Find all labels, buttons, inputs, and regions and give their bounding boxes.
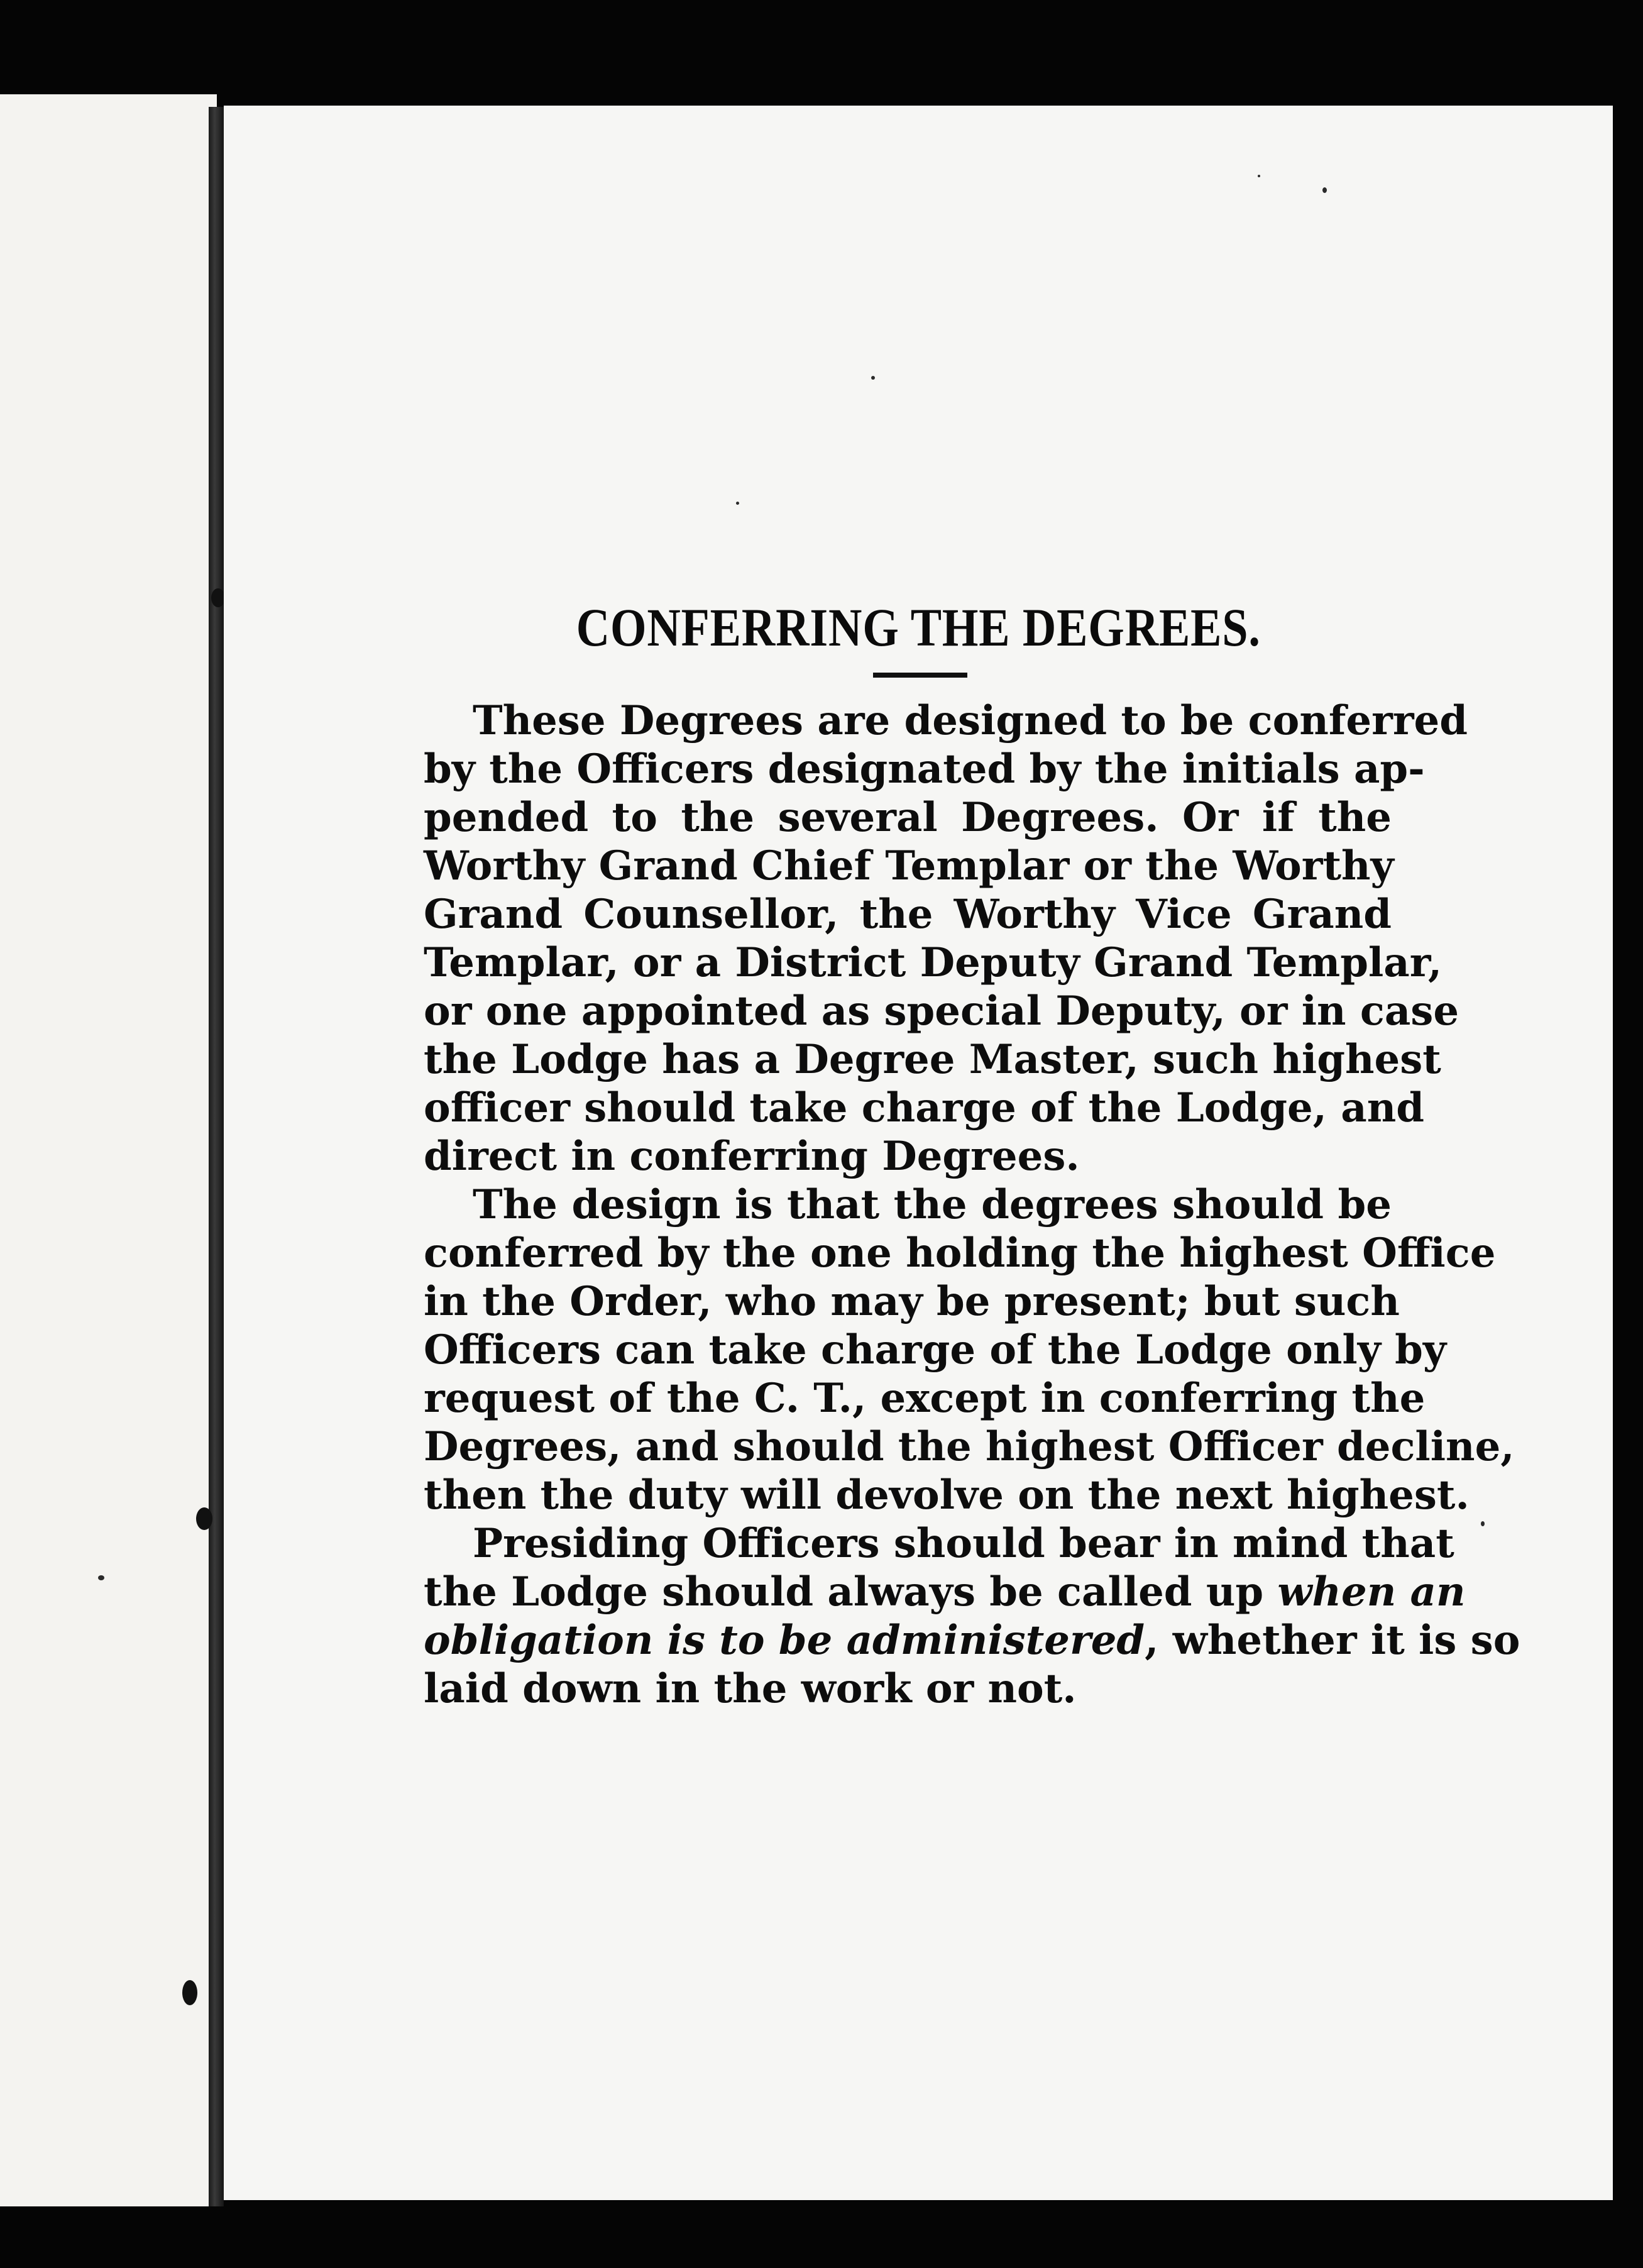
italic-run: when an [1277, 1568, 1466, 1616]
book-gutter [209, 107, 224, 2206]
text-line: conferred by the one holding the highest Office [424, 1230, 1496, 1277]
paragraph-1 [424, 696, 1468, 1181]
paper-speck [98, 1575, 104, 1580]
facing-page-edge [0, 94, 217, 2206]
text-line: Grand Counsellor, the Worthy Vice Grand [424, 891, 1392, 938]
text-line: These Degrees are designed to be conferred [473, 697, 1468, 744]
text-line: The design is that the degrees should be [473, 1181, 1392, 1228]
text-line: Worthy Grand Chief Templar or the Worthy [424, 842, 1394, 889]
text-line: pended to the several Degrees. Or if the [424, 794, 1392, 841]
text-line: then the duty will devolve on the next highest. [424, 1472, 1470, 1519]
text-line: officer should take charge of the Lodge, and [424, 1084, 1424, 1131]
text-run: the Lodge should always be called up [424, 1568, 1278, 1616]
text-line [424, 1616, 1520, 1665]
text-line: laid down in the work or not. [424, 1665, 1077, 1712]
binding-thread-mark [211, 588, 225, 607]
text-line: or one appointed as special Deputy, or in case [424, 988, 1459, 1035]
text-line: request of the C. T., except in conferring the [424, 1375, 1426, 1422]
text-line: direct in conferring Degrees. [424, 1133, 1080, 1180]
paragraph-2 [424, 1181, 1515, 1519]
book-page [224, 106, 1613, 2200]
text-line: Templar, or a District Deputy Grand Templar, [424, 939, 1442, 986]
paper-speck [1322, 187, 1327, 193]
text-line: the Lodge has a Degree Master, such highest [424, 1036, 1441, 1083]
paper-speck [1481, 1521, 1485, 1526]
text-line: in the Order, who may be present; but such [424, 1278, 1400, 1325]
page-content [424, 596, 1520, 1713]
text-line: by the Officers designated by the initials ap- [424, 746, 1425, 793]
text-line: Presiding Officers should bear in mind that [473, 1520, 1454, 1567]
text-line [424, 1568, 1466, 1616]
paper-speck [736, 502, 739, 505]
paper-speck [871, 376, 875, 380]
text-line: Officers can take charge of the Lodge only by [424, 1326, 1447, 1373]
title-rule [873, 673, 967, 678]
binding-thread-mark [196, 1507, 212, 1530]
page-title: CONFERRING THE DEGREES. [576, 597, 1261, 658]
italic-run: obligation is to be administered [424, 1617, 1145, 1664]
binding-thread-mark [182, 1980, 197, 2005]
paper-speck [1258, 175, 1260, 177]
paragraph-3 [424, 1519, 1520, 1713]
text-line: Degrees, and should the highest Officer decline, [424, 1423, 1515, 1470]
text-run: , whether it is so [1145, 1617, 1520, 1664]
